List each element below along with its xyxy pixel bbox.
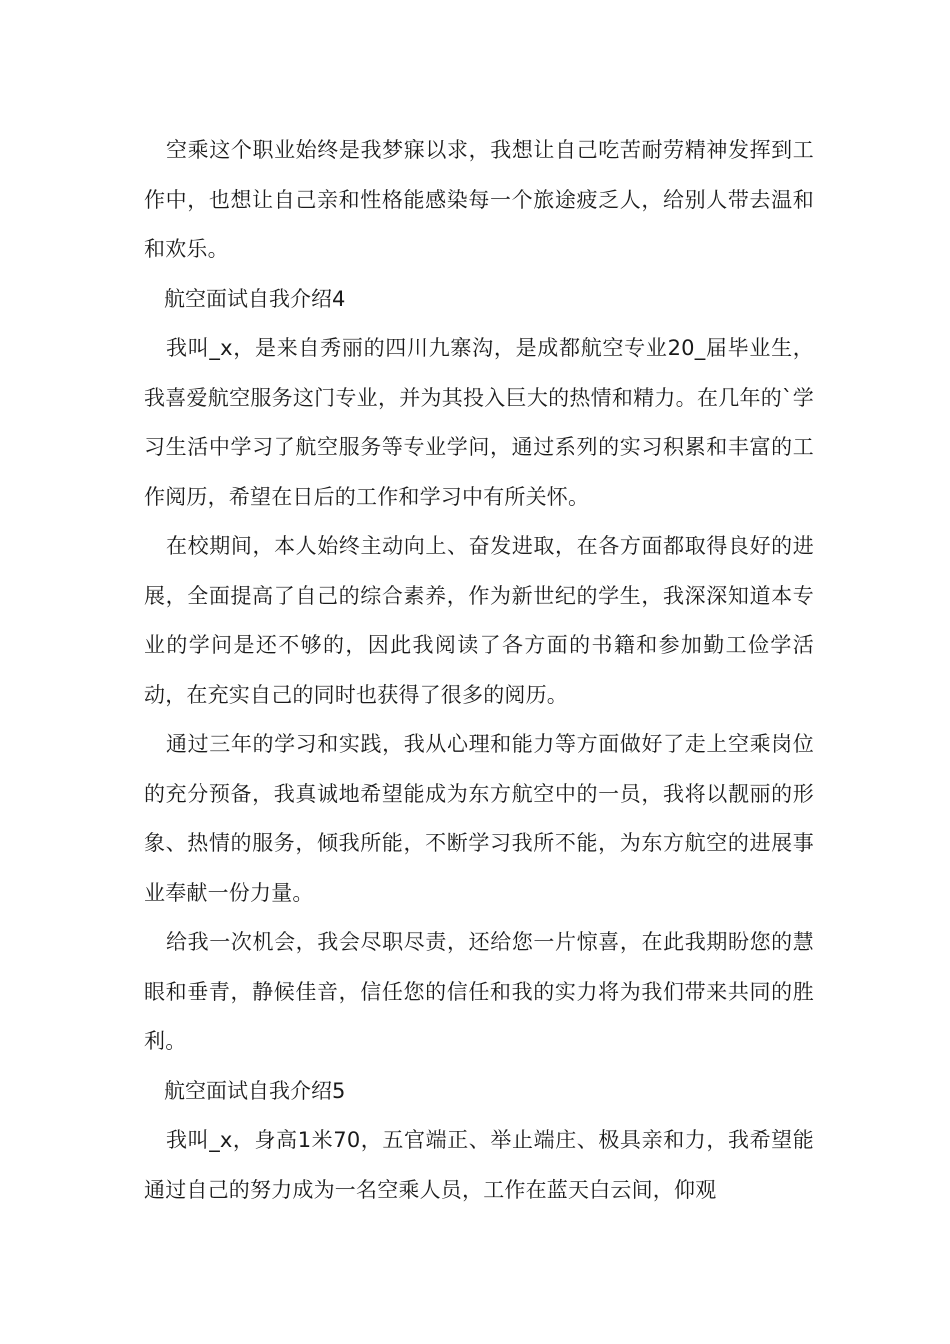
body-paragraph: 空乘这个职业始终是我梦寐以求，我想让自己吃苦耐劳精神发挥到工作中，也想让自己亲和性格能感染每一个旅途疲乏人，给别人带去温和和欢乐。 bbox=[144, 138, 814, 261]
body-paragraph: 通过三年的学习和实践，我从心理和能力等方面做好了走上空乘岗位的充分预备，我真诚地希望能成为东方航空中的一员，我将以靓丽的形象、热情的服务，倾我所能，不断学习我所不能，为东方航空的进展事业奉献一份力量。 bbox=[144, 732, 814, 905]
body-paragraph: 给我一次机会，我会尽职尽责，还给您一片惊喜，在此我期盼您的慧眼和垂青，静候佳音，信任您的信任和我的实力将为我们带来共同的胜利。 bbox=[144, 930, 814, 1053]
body-paragraph: 我叫_x，是来自秀丽的四川九寨沟，是成都航空专业20_届毕业生，我喜爱航空服务这门专业，并为其投入巨大的热情和精力。在几年的`学习生活中学习了航空服务等专业学问，通过系列的实习积累和丰富的工作阅历，希望在日后的工作和学习中有所关怀。 bbox=[144, 336, 814, 509]
body-paragraph: 在校期间，本人始终主动向上、奋发进取，在各方面都取得良好的进展，全面提高了自己的综合素养，作为新世纪的学生，我深深知道本专业的学问是还不够的，因此我阅读了各方面的书籍和参加勤工俭学活动，在充实自己的同时也获得了很多的阅历。 bbox=[144, 534, 814, 707]
document-body bbox=[144, 126, 814, 1215]
body-paragraph: 我叫_x，身高1米70，五官端正、举止端庄、极具亲和力，我希望能通过自己的努力成为一名空乘人员，工作在蓝天白云间，仰观 bbox=[144, 1128, 814, 1202]
section-heading: 航空面试自我介绍5 bbox=[164, 1078, 346, 1103]
section-heading: 航空面试自我介绍4 bbox=[164, 286, 346, 311]
